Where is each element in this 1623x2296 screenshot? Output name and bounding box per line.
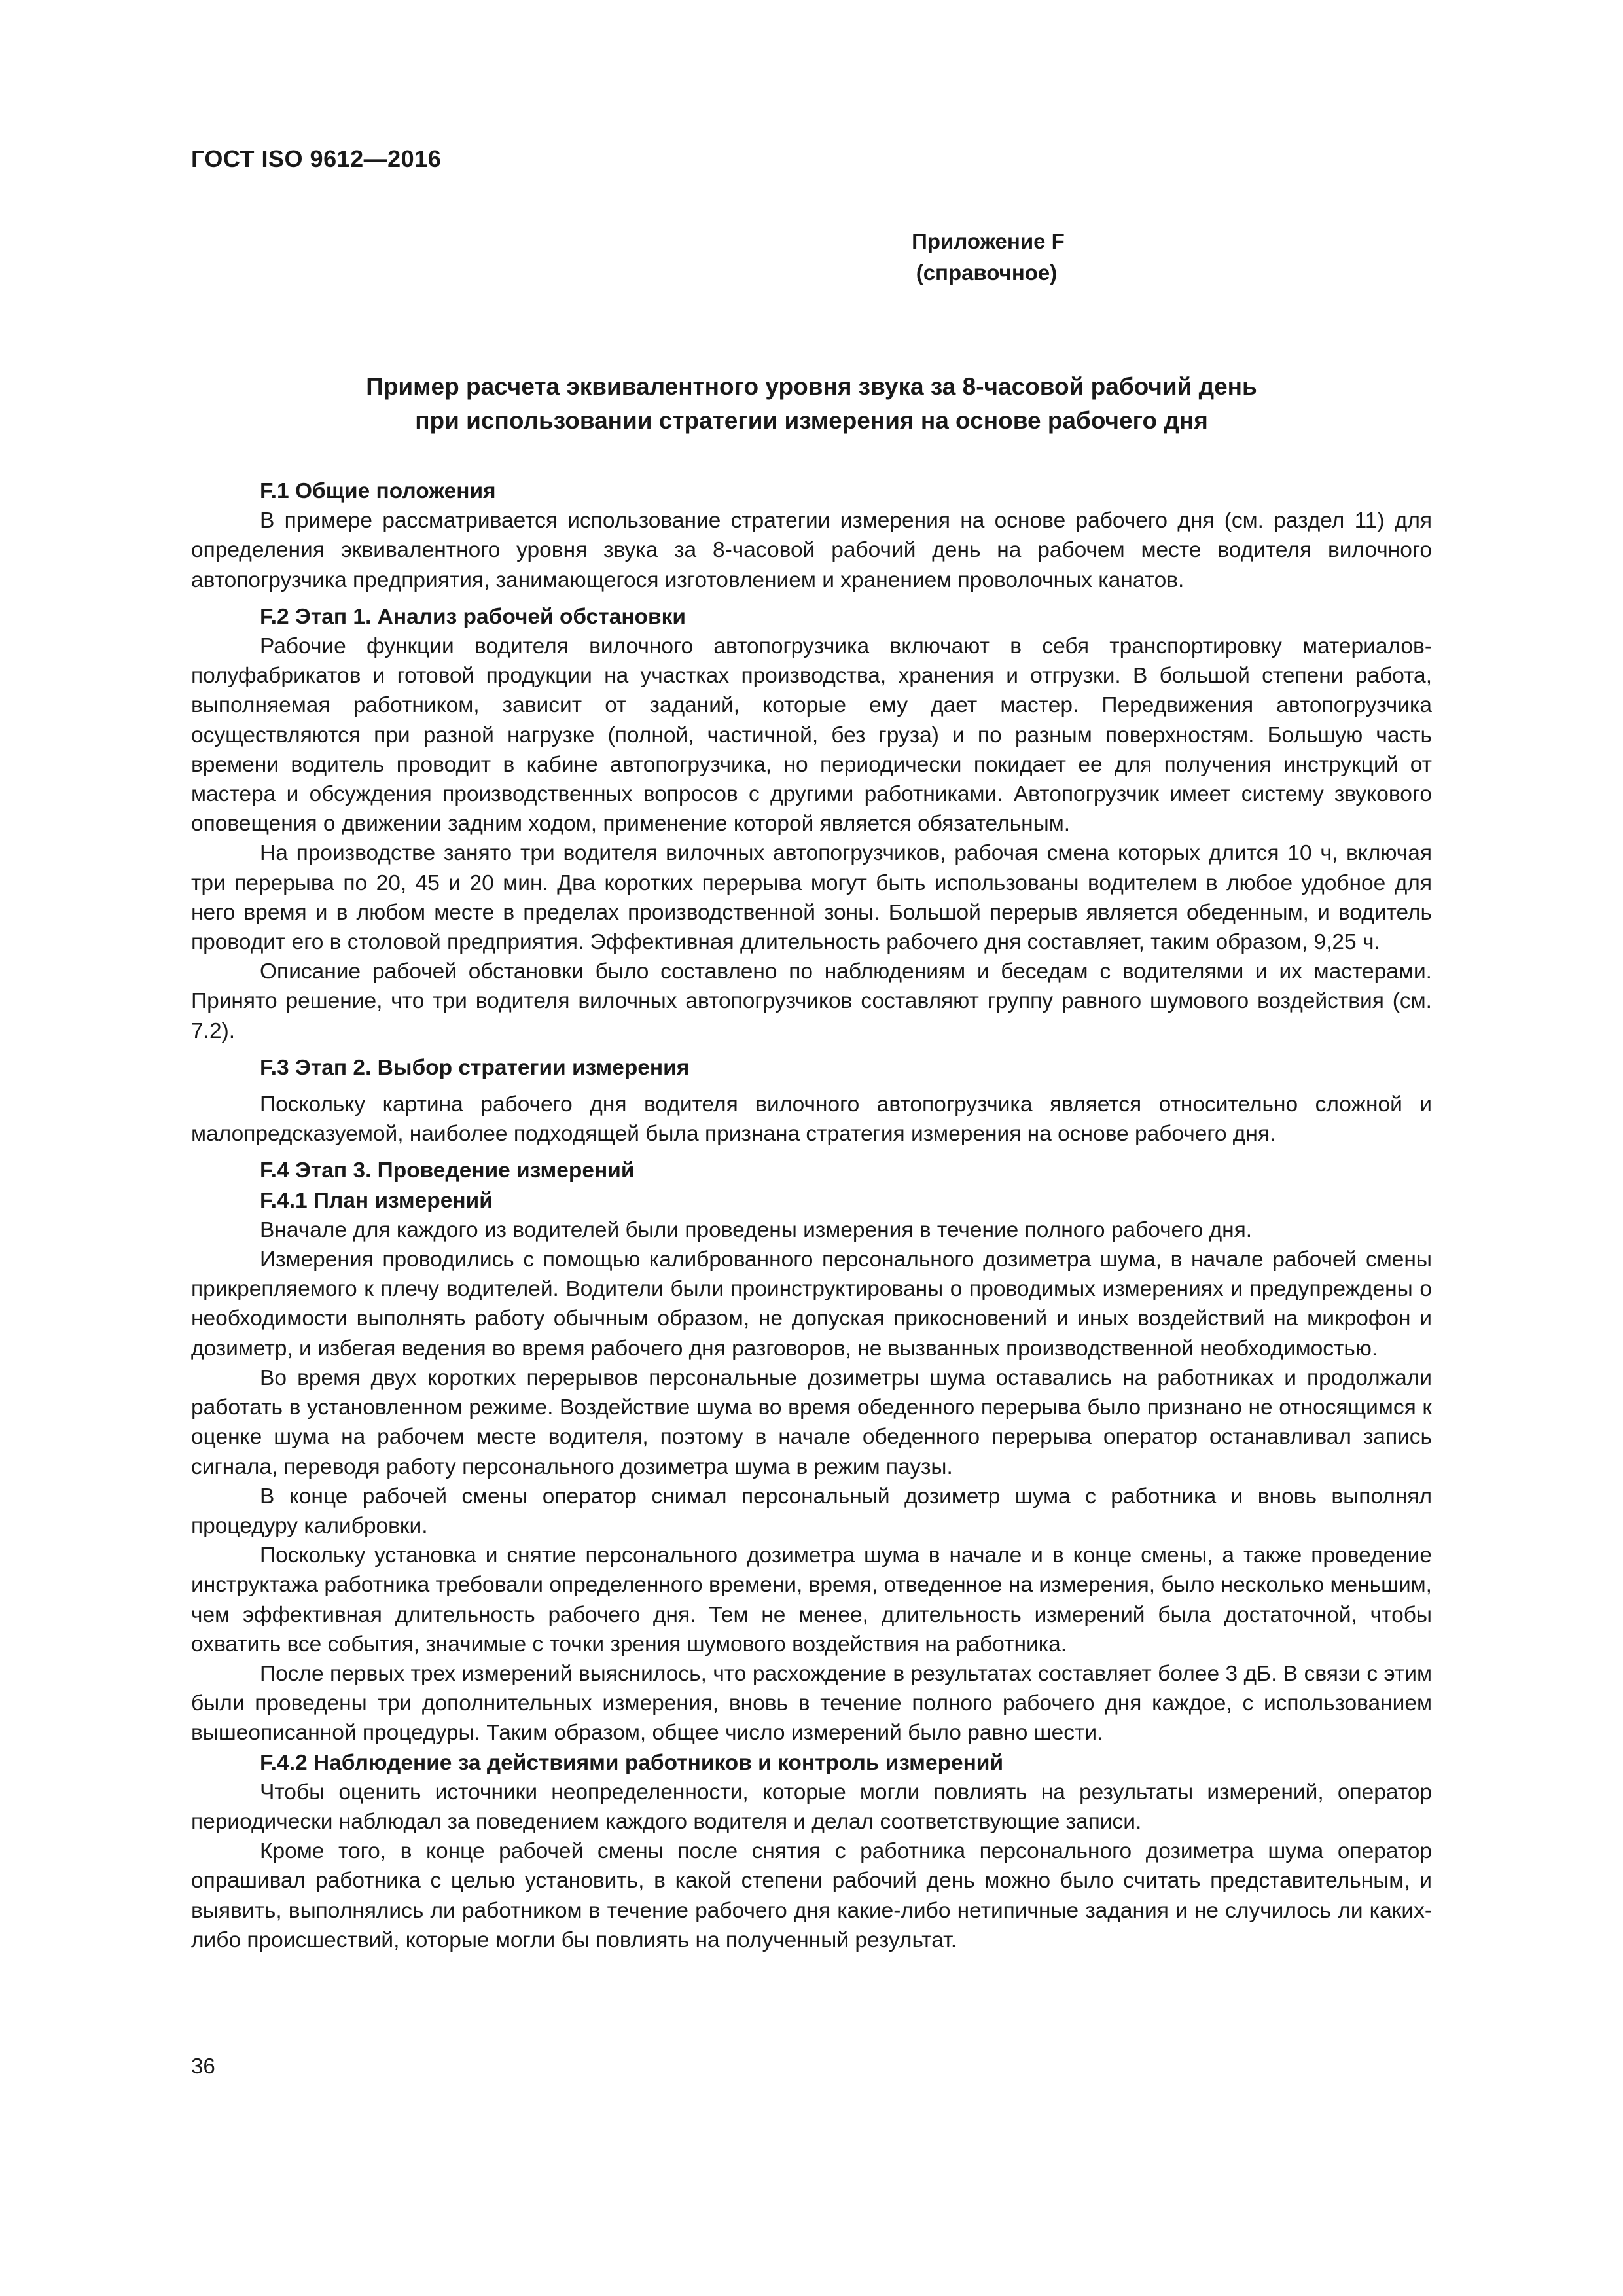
paragraph: Измерения проводились с помощью калиброванного персонального дозиметра шума, в начале рабочей смены прикрепляемого к плечу водителей. Водители были проинструктированы о проводимых измерениях и предупреждены о необходимости выполнять работу обычным образом, не допуская прикосновений и иных воздействий на микрофон и дозиметр, и избегая ведения во время рабочего дня разговоров, не вызванных производственной необходимостью. <box>191 1247 1432 1361</box>
document-body <box>191 476 1432 1955</box>
annex-heading <box>0 226 1623 289</box>
annex-title: Приложение F <box>912 229 1065 253</box>
paragraph: Поскольку установка и снятие персонального дозиметра шума в начале и в конце смены, а также проведение инструктажа работника требовали определенного времени, время, отведенное на измерения, было несколько меньшим, чем эффективная длительность рабочего дня. Тем не менее, длительность измерений была достаточной, чтобы охватить все события, значимые с точки зрения шумового воздействия на работника. <box>191 1543 1432 1657</box>
page-number: 36 <box>191 2054 215 2078</box>
paragraph: Поскольку картина рабочего дня водителя вилочного автопогрузчика является относительно сложной и малопредсказуемой, наиболее подходящей была признана стратегия измерения на основе рабочего дня. <box>191 1092 1432 1147</box>
section-heading-f2: F.2 Этап 1. Анализ рабочей обстановки <box>260 604 686 629</box>
paragraph: Вначале для каждого из водителей были проведены измерения в течение полного рабочего дня. <box>260 1217 1253 1242</box>
paragraph: Описание рабочей обстановки было составлено по наблюдениям и беседам с водителями и их мастерами. Принято решение, что три водителя вилочных автопогрузчиков составляют группу равного шумового воздействия (см. 7.2). <box>191 960 1432 1043</box>
paragraph: В конце рабочей смены оператор снимал персональный дозиметр шума с работника и вновь выполнял процедуру калибровки. <box>191 1484 1432 1538</box>
paragraph: Кроме того, в конце рабочей смены после снятия с работника персонального дозиметра шума оператор опрашивал работника с целью установить, в какой степени рабочий день можно было считать представительным, и выявить, выполнялись ли работником в течение рабочего дня какие-либо нетипичные задания и не случилось ли каких-либо происшествий, которые могли бы повлиять на полученный результат. <box>191 1839 1432 1952</box>
paragraph: Рабочие функции водителя вилочного автопогрузчика включают в себя транспортировку материалов-полуфабрикатов и готовой продукции на участках производства, хранения и отгрузки. В большой степени работа, выполняемая работником, зависит от заданий, которые ему дает мастер. Передвижения автопогрузчика осуществляются при разной нагрузке (полной, частичной, без груза) и по разным поверхностям. Большую часть времени водитель проводит в кабине автопогрузчика, но периодически покидает ее для получения инструкций от мастера и обсуждения производственных вопросов с другими работниками. Автопогрузчик имеет систему звукового оповещения о движении задним ходом, применение которой является обязательным. <box>191 634 1432 836</box>
standard-number: ГОСТ ISO 9612—2016 <box>191 145 442 172</box>
paragraph: После первых трех измерений выяснилось, что расхождение в результатах составляет более 3 дБ. В связи с этим были проведены три дополнительных измерения, вновь в течение полного рабочего дня каждое, с использованием вышеописанной процедуры. Таким образом, общее число измерений было равно шести. <box>191 1661 1432 1746</box>
section-heading-f3: F.3 Этап 2. Выбор стратегии измерения <box>260 1055 690 1080</box>
section-heading-f1: F.1 Общие положения <box>260 479 496 503</box>
document-title-line2: при использовании стратегии измерения на основе рабочего дня <box>415 407 1208 434</box>
document-title-line1: Пример расчета эквивалентного уровня звука за 8-часовой рабочий день <box>366 373 1257 400</box>
paragraph: Чтобы оценить источники неопределенности, которые могли повлиять на результаты измерений, оператор периодически наблюдал за поведением каждого водителя и делал соответствующие записи. <box>191 1780 1432 1834</box>
subsection-heading-f42: F.4.2 Наблюдение за действиями работников и контроль измерений <box>260 1750 1004 1775</box>
paragraph: В примере рассматривается использование стратегии измерения на основе рабочего дня (см. раздел 11) для определения эквивалентного уровня звука за 8-часовой рабочий день на рабочем месте водителя вилочного автопогрузчика предприятия, занимающегося изготовлением и хранением проволочных канатов. <box>191 509 1432 592</box>
paragraph: На производстве занято три водителя вилочных автопогрузчиков, рабочая смена которых длится 10 ч, включая три перерыва по 20, 45 и 20 мин. Два коротких перерыва могут быть использованы водителем в любое удобное для него время и в любом месте в пределах производственной зоны. Большой перерыв является обеденным, и водитель проводит его в столовой предприятия. Эффективная длительность рабочего дня составляет, таким образом, 9,25 ч. <box>191 841 1432 955</box>
document-title <box>191 370 1432 438</box>
annex-kind: (справочное) <box>916 260 1058 285</box>
paragraph: Во время двух коротких перерывов персональные дозиметры шума оставались на работниках и продолжали работать в установленном режиме. Воздействие шума во время обеденного перерыва было признано не относящимся к оценке шума на рабочем месте водителя, поэтому в начале обеденного перерыва оператор останавливал запись сигнала, переводя работу персонального дозиметра шума в режим паузы. <box>191 1365 1432 1479</box>
subsection-heading-f41: F.4.1 План измерений <box>260 1188 493 1213</box>
section-heading-f4: F.4 Этап 3. Проведение измерений <box>260 1158 635 1183</box>
